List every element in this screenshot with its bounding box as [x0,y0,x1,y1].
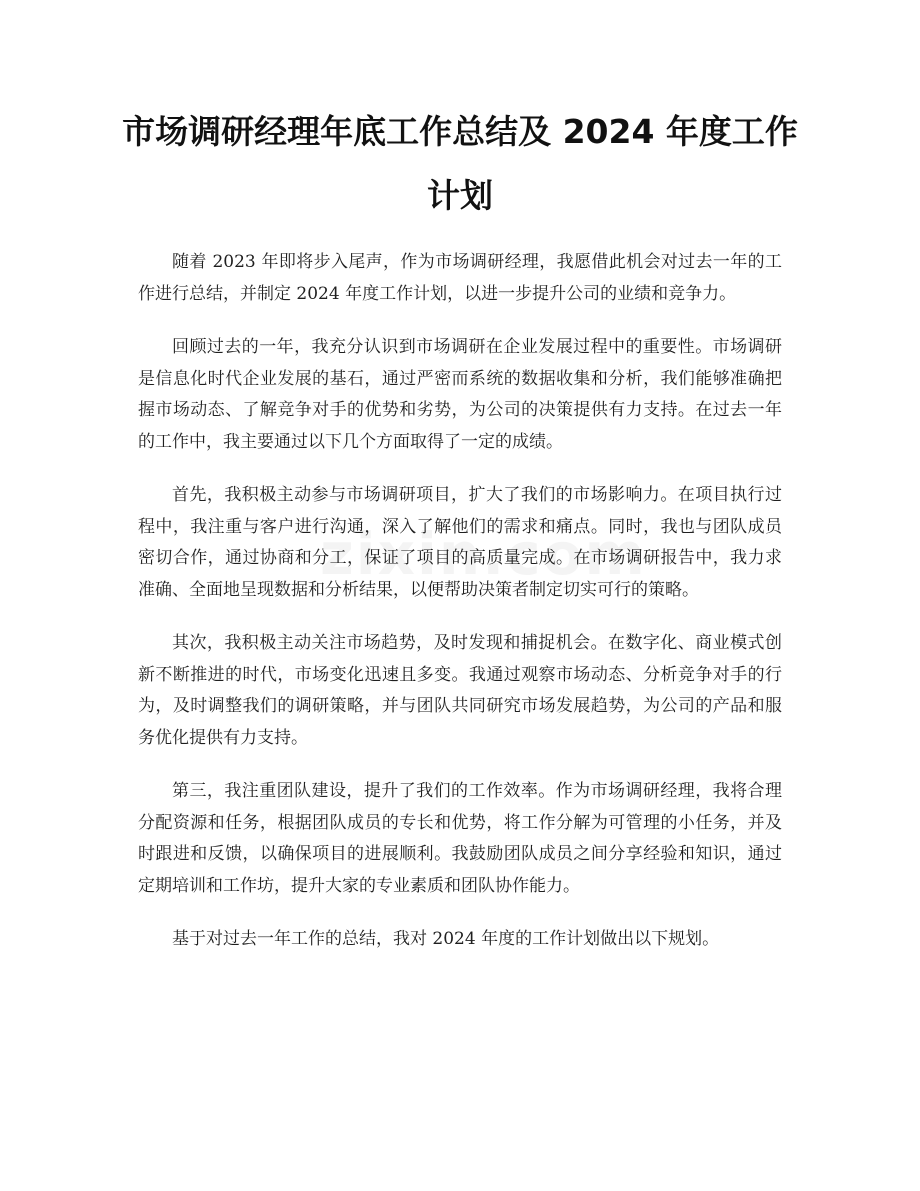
paragraph-intro: 随着 2023 年即将步入尾声，作为市场调研经理，我愿借此机会对过去一年的工作进行总结，并制定 2024 年度工作计划，以进一步提升公司的业绩和竞争力。 [138,252,782,304]
paragraph-second: 其次，我积极主动关注市场趋势，及时发现和捕捉机会。在数字化、商业模式创新不断推进的时代，市场变化迅速且多变。我通过观察市场动态、分析竞争对手的行为，及时调整我们的调研策略，并与团队共同研究市场发展趋势，为公司的产品和服务优化提供有力支持。 [138,633,782,748]
paragraph-first: 首先，我积极主动参与市场调研项目，扩大了我们的市场影响力。在项目执行过程中，我注重与客户进行沟通，深入了解他们的需求和痛点。同时，我也与团队成员密切合作，通过协商和分工，保证了项目的高质量完成。在市场调研报告中，我力求准确、全面地呈现数据和分析结果，以便帮助决策者制定切实可行的策略。 [138,485,782,600]
paragraph-plan: 基于对过去一年工作的总结，我对 2024 年度的工作计划做出以下规划。 [172,929,720,949]
title-line-1: 市场调研经理年底工作总结及 2024 年度工作 [122,112,798,151]
paragraph-third: 第三，我注重团队建设，提升了我们的工作效率。作为市场调研经理，我将合理分配资源和任务，根据团队成员的专长和优势，将工作分解为可管理的小任务，并及时跟进和反馈，以确保项目的进展顺利。我鼓励团队成员之间分享经验和知识，通过定期培训和工作坊，提升大家的专业素质和团队协作能力。 [138,781,782,896]
document-title [120,100,800,228]
paragraph-review: 回顾过去的一年，我充分认识到市场调研在企业发展过程中的重要性。市场调研是信息化时代企业发展的基石，通过严密而系统的数据收集和分析，我们能够准确把握市场动态、了解竞争对手的优势和劣势，为公司的决策提供有力支持。在过去一年的工作中，我主要通过以下几个方面取得了一定的成绩。 [138,337,782,452]
title-line-2: 计划 [427,176,493,215]
document-body [138,247,782,978]
